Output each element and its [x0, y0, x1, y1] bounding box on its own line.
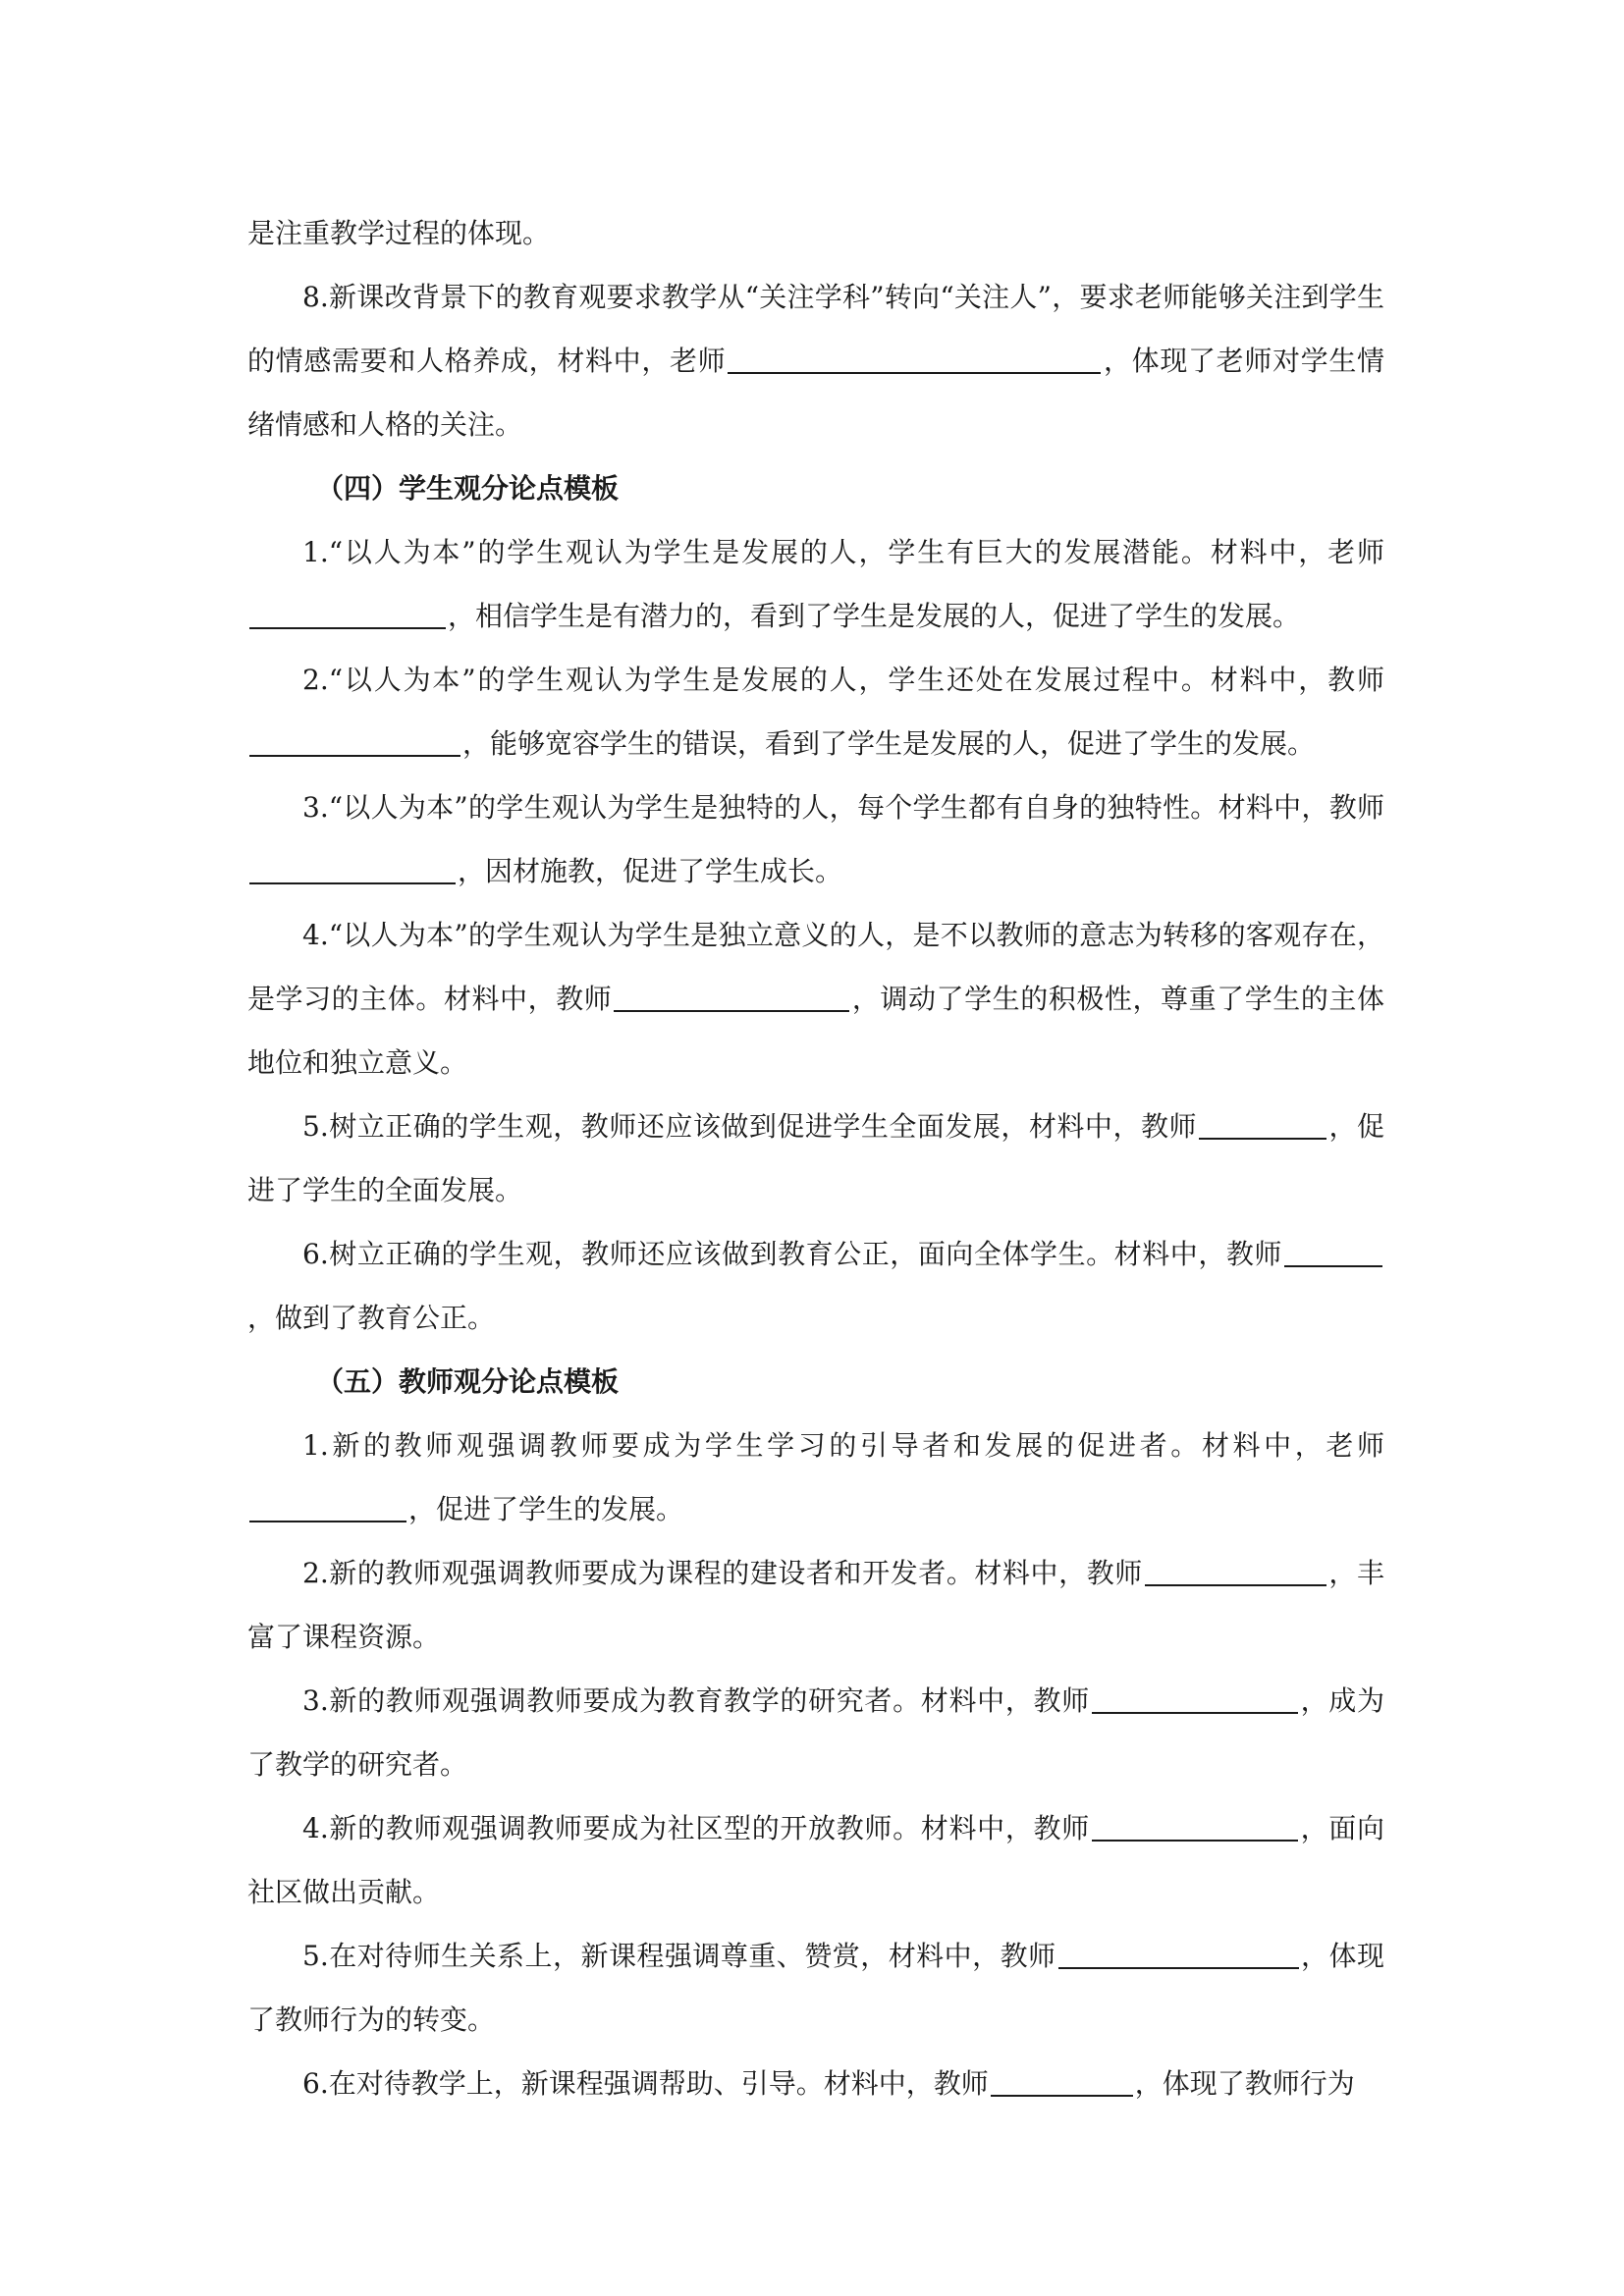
teacher-view-item-3: 3.新的教师观强调教师要成为教育教学的研究者。材料中，教师 ，成为了教学的研究者。 — [247, 1684, 1384, 1781]
fill-blank[interactable] — [1092, 1814, 1298, 1842]
fill-blank[interactable] — [991, 2069, 1133, 2097]
fill-blank[interactable] — [1284, 1240, 1382, 1267]
student-view-item-6: 6.树立正确的学生观，教师还应该做到教育公正，面向全体学生。材料中，教师，做到了教育公正。 — [247, 1222, 1384, 1350]
fill-blank[interactable] — [249, 857, 456, 884]
fill-blank[interactable] — [1092, 1686, 1298, 1714]
section-heading-teacher-view: （五）教师观分论点模板 — [316, 1365, 620, 1398]
fill-blank[interactable] — [249, 602, 446, 629]
student-view-item-3: 3.“以人为本”的学生观认为学生是独特的人，每个学生都有自身的独特性。材料中，教师，因材施教，促进了学生成长。 — [247, 775, 1384, 903]
document-page — [247, 201, 1384, 2115]
teacher-view-item-2: 2.新的教师观强调教师要成为课程的建设者和开发者。材料中，教师 ，丰富了课程资源。 — [247, 1557, 1384, 1653]
fill-blank[interactable] — [249, 1495, 406, 1522]
teacher-view-item-5: 5.在对待师生关系上，新课程强调尊重、赞赏，材料中，教师 ，体现了教师行为的转变。 — [247, 1940, 1384, 2036]
fill-blank[interactable] — [614, 985, 849, 1012]
student-view-item-1: 1.“以人为本”的学生观认为学生是发展的人，学生有巨大的发展潜能。材料中，老师，相信学生是有潜力的，看到了学生是发展的人，促进了学生的发展。 — [247, 520, 1384, 648]
teacher-view-item-6: 6.在对待教学上，新课程强调帮助、引导。材料中，教师 ，体现了教师行为 — [302, 2067, 1355, 2100]
paragraph-8: 8.新课改背景下的教育观要求教学从“关注学科”转向“关注人”，要求老师能够关注到学生的情感需要和人格养成，材料中，老师 ，体现了老师对学生情绪情感和人格的关注。 — [247, 281, 1384, 441]
student-view-item-5: 5.树立正确的学生观，教师还应该做到促进学生全面发展，材料中，教师 ，促进了学生的全面发展。 — [247, 1110, 1384, 1206]
lead-paragraph: 是注重教学过程的体现。 — [247, 217, 551, 249]
fill-blank[interactable] — [1199, 1112, 1326, 1140]
teacher-view-item-4: 4.新的教师观强调教师要成为社区型的开放教师。材料中，教师 ，面向社区做出贡献。 — [247, 1812, 1384, 1908]
fill-blank[interactable] — [249, 729, 460, 757]
section-heading-student-view: （四）学生观分论点模板 — [316, 472, 620, 505]
fill-blank[interactable] — [1058, 1942, 1299, 1969]
fill-blank[interactable] — [728, 347, 1101, 374]
fill-blank[interactable] — [1145, 1559, 1326, 1586]
teacher-view-item-1: 1.新的教师观强调教师要成为学生学习的引导者和发展的促进者。材料中，老师，促进了学生的发展。 — [247, 1414, 1384, 1541]
student-view-item-2: 2.“以人为本”的学生观认为学生是发展的人，学生还处在发展过程中。材料中，教师，能够宽容学生的错误，看到了学生是发展的人，促进了学生的发展。 — [247, 648, 1384, 775]
student-view-item-4: 4.“以人为本”的学生观认为学生是独立意义的人，是不以教师的意志为转移的客观存在，是学习的主体。材料中，教师 ，调动了学生的积极性，尊重了学生的主体地位和独立意义。 — [247, 919, 1384, 1079]
